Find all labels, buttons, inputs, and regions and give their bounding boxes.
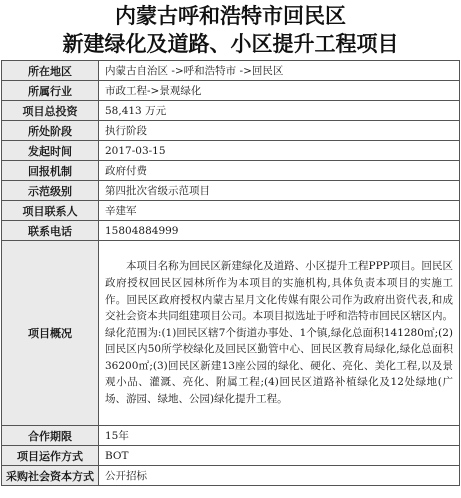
table-row bbox=[2, 221, 460, 241]
row-value: 58,413 万元 bbox=[99, 101, 460, 121]
title-line-2: 新建绿化及道路、小区提升工程项目 bbox=[62, 32, 399, 56]
row-label: 项目联系人 bbox=[2, 201, 99, 221]
row-value: 市政工程->景观绿化 bbox=[99, 81, 460, 101]
overview-text: 本项目名称为回民区新建绿化及道路、小区提升工程PPP项目。回民区政府授权回民区园林所作为本项目的实施机构,具体负责本项目的实施工作。回民区政府授权内蒙古星月文化传媒有限公司作为政府出资代表,和成交社会资本共同组建项目公司。本项目拟选址于呼和浩特市回民区辖区内。绿化范围为:(1)回民区辖7个街道办事处、1个镇,绿化总面积141280㎡;(2)回民区内50所学校绿化及回民区勤管中心、回民区教育局绿化,绿化总面积36200㎡;(3)回民区新建13座公园的绿化、硬化、亮化、美化工程,以及景观小品、灌溉、亮化、附属工程;(4)回民区道路补植绿化及12处绿地(广场、游园、绿地、公园)绿化提升工程。 bbox=[105, 260, 453, 406]
project-info-table bbox=[1, 60, 460, 486]
row-label: 项目总投资 bbox=[2, 101, 99, 121]
row-value: 15804884999 bbox=[99, 221, 460, 241]
row-value: 内蒙古自治区 ->呼和浩特市 ->回民区 bbox=[99, 61, 460, 81]
row-label: 采购社会资本方式 bbox=[2, 466, 99, 486]
row-label: 合作期限 bbox=[2, 426, 99, 446]
row-value: BOT bbox=[99, 446, 460, 466]
row-label: 项目运作方式 bbox=[2, 446, 99, 466]
row-value: 2017-03-15 bbox=[99, 141, 460, 161]
overview-label: 项目概况 bbox=[2, 241, 99, 426]
row-label: 联系电话 bbox=[2, 221, 99, 241]
row-label: 发起时间 bbox=[2, 141, 99, 161]
row-label: 回报机制 bbox=[2, 161, 99, 181]
overview-cell bbox=[99, 241, 460, 426]
row-value: 第四批次省级示范项目 bbox=[99, 181, 460, 201]
row-label: 所在地区 bbox=[2, 61, 99, 81]
row-value: 15年 bbox=[99, 426, 460, 446]
table-row bbox=[2, 426, 460, 446]
page-title bbox=[0, 0, 461, 58]
table-row bbox=[2, 181, 460, 201]
row-value: 公开招标 bbox=[99, 466, 460, 486]
table-row bbox=[2, 161, 460, 181]
table-row bbox=[2, 201, 460, 221]
table-row bbox=[2, 466, 460, 486]
row-label: 所处阶段 bbox=[2, 121, 99, 141]
table-row bbox=[2, 446, 460, 466]
table-row bbox=[2, 81, 460, 101]
table-row bbox=[2, 101, 460, 121]
table-row bbox=[2, 141, 460, 161]
overview-row bbox=[2, 241, 460, 426]
row-value: 执行阶段 bbox=[99, 121, 460, 141]
table-row bbox=[2, 121, 460, 141]
row-label: 所属行业 bbox=[2, 81, 99, 101]
row-label: 示范级别 bbox=[2, 181, 99, 201]
row-value: 政府付费 bbox=[99, 161, 460, 181]
table-row bbox=[2, 61, 460, 81]
row-value: 辛建军 bbox=[99, 201, 460, 221]
title-line-1: 内蒙古呼和浩特市回民区 bbox=[115, 4, 346, 28]
